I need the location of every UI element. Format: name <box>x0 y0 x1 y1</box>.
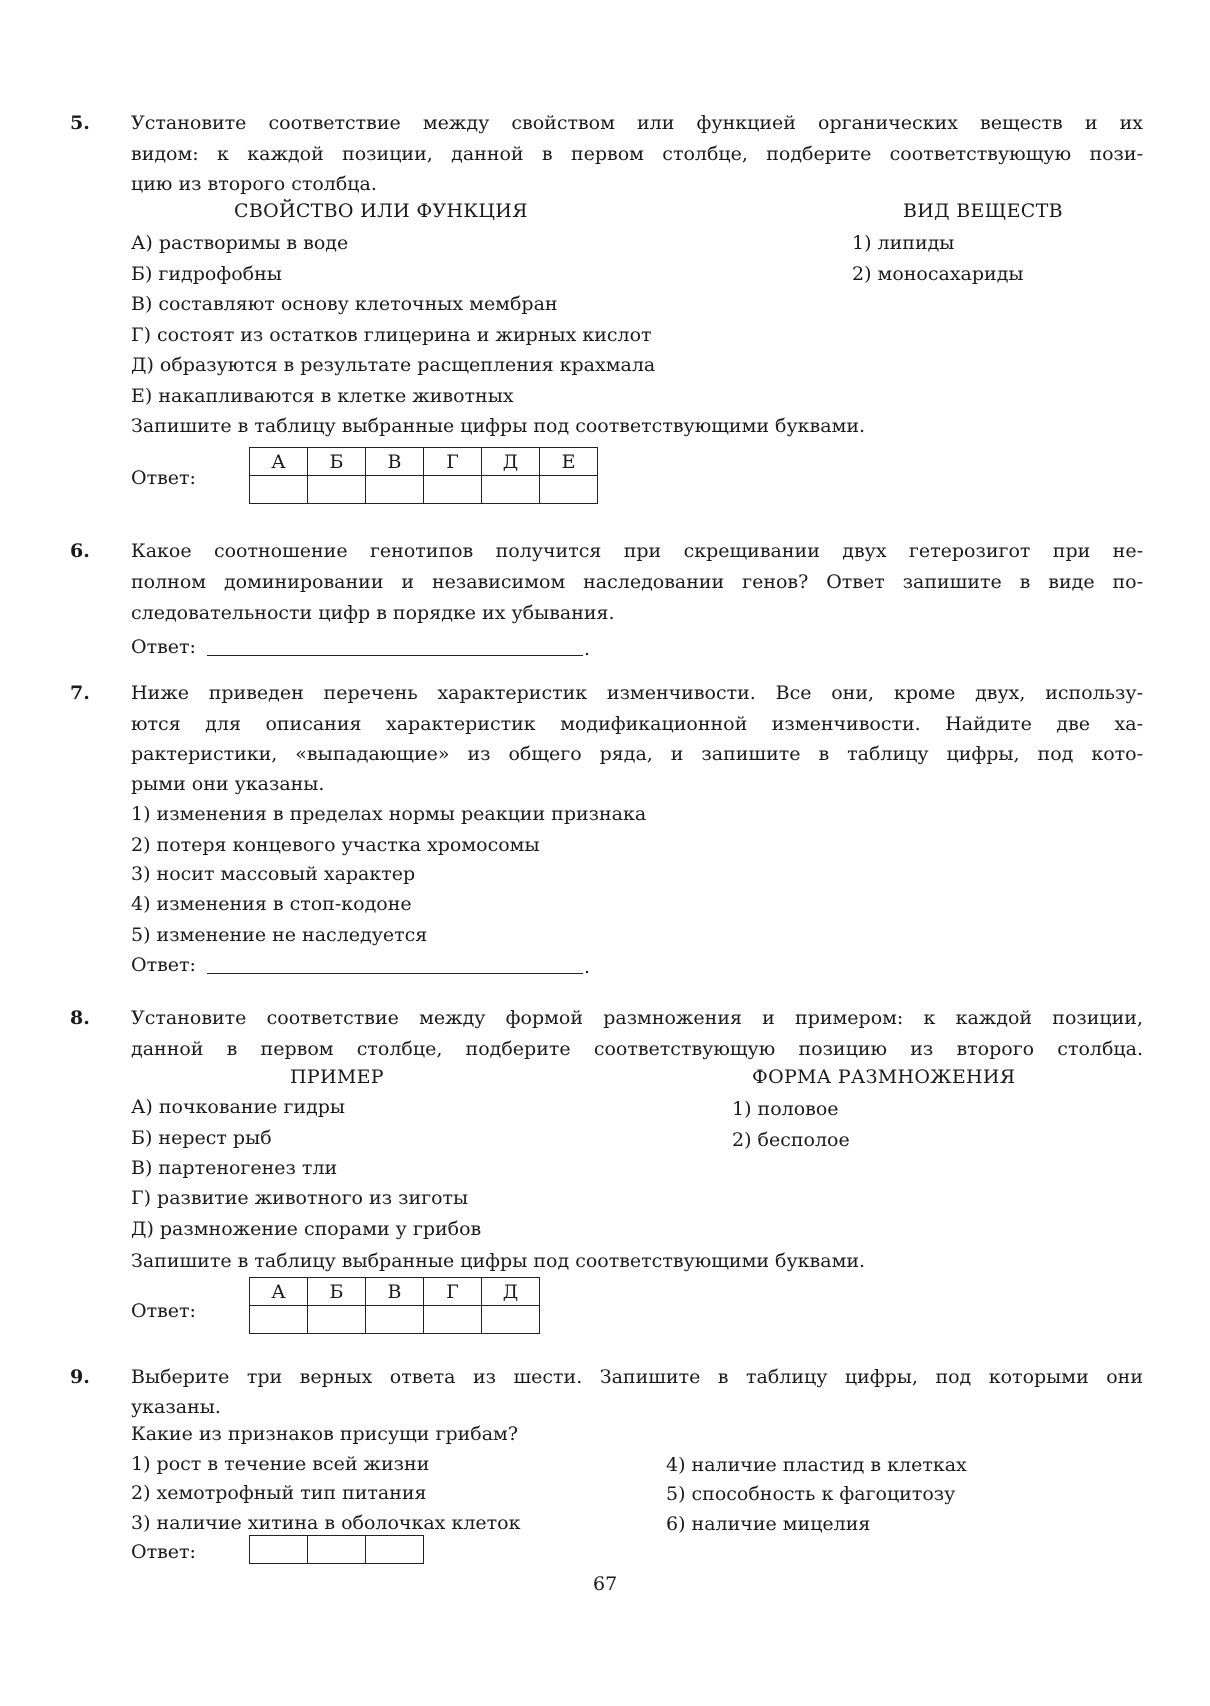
answer-cell[interactable] <box>366 1306 424 1334</box>
choice-item: 2) моносахариды <box>852 263 1024 285</box>
option-item: 1) изменения в пределах нормы реакции признака <box>131 803 647 825</box>
table-header: Б <box>308 448 366 476</box>
choice-item: 1) липиды <box>852 232 955 254</box>
option-item: В) составляют основу клеточных мембран <box>131 293 558 315</box>
question-text-line: Выберите три верных ответа из шести. Запишите в таблицу цифры, под которыми они <box>131 1366 1143 1388</box>
column-header-property: СВОЙСТВО ИЛИ ФУНКЦИЯ <box>234 200 528 222</box>
answer-cell[interactable] <box>250 1536 308 1564</box>
question-text-line: рактеристики, «выпадающие» из общего ряда, и запишите в таблицу цифры, под кото- <box>131 743 1143 765</box>
option-item: Г) развитие животного из зиготы <box>131 1187 469 1209</box>
table-header: А <box>250 448 308 476</box>
answer-cell[interactable] <box>424 476 482 504</box>
answer-label: Ответ: <box>131 1541 196 1563</box>
question-text-line: видом: к каждой позиции, данной в первом столбце, подберите соответствующую пози- <box>131 143 1143 165</box>
answer-period: . <box>584 638 591 660</box>
table-header: В <box>366 448 424 476</box>
table-header: Д <box>482 448 540 476</box>
table-header: А <box>250 1278 308 1306</box>
answer-cell[interactable] <box>308 476 366 504</box>
question-text-line: полном доминировании и независимом наследовании генов? Ответ запишите в виде по- <box>131 571 1143 593</box>
question-text-line: Ниже приведен перечень характеристик изменчивости. Все они, кроме двух, использу- <box>131 682 1143 704</box>
answer-cell[interactable] <box>250 1306 308 1334</box>
instruction: Запишите в таблицу выбранные цифры под соответствующими буквами. <box>131 415 866 437</box>
answer-label: Ответ: <box>131 467 196 489</box>
answer-cell[interactable] <box>540 476 598 504</box>
question-number: 8. <box>70 1007 90 1029</box>
table-header: Б <box>308 1278 366 1306</box>
question-text-line: указаны. <box>131 1396 221 1418</box>
question-text-line: следовательности цифр в порядке их убывания. <box>131 602 615 624</box>
answer-cell[interactable] <box>308 1306 366 1334</box>
answer-table <box>249 447 598 504</box>
choice-item: 2) бесполое <box>732 1129 850 1151</box>
column-header-example: ПРИМЕР <box>290 1066 384 1088</box>
answer-cell[interactable] <box>250 476 308 504</box>
question-number: 6. <box>70 540 90 562</box>
answer-boxes <box>249 1535 424 1564</box>
answer-label: Ответ: <box>131 636 196 658</box>
question-text-line: Установите соответствие между формой размножения и примером: к каждой позиции, <box>131 1007 1143 1029</box>
option-item: 4) наличие пластид в клетках <box>666 1454 967 1476</box>
option-item: 2) потеря концевого участка хромосомы <box>131 834 540 856</box>
answer-cell[interactable] <box>366 476 424 504</box>
answer-line[interactable] <box>207 973 583 974</box>
page-number: 67 <box>593 1573 618 1595</box>
answer-cell[interactable] <box>424 1306 482 1334</box>
answer-line[interactable] <box>207 655 583 656</box>
answer-label: Ответ: <box>131 954 196 976</box>
option-item: 4) изменения в стоп-кодоне <box>131 893 412 915</box>
option-item: 2) хемотрофный тип питания <box>131 1482 427 1504</box>
instruction: Запишите в таблицу выбранные цифры под соответствующими буквами. <box>131 1250 866 1272</box>
answer-cell[interactable] <box>482 1306 540 1334</box>
question-number: 7. <box>70 682 90 704</box>
table-header: В <box>366 1278 424 1306</box>
option-item: 5) изменение не наследуется <box>131 924 428 946</box>
answer-table <box>249 1277 540 1334</box>
column-header-type: ВИД ВЕЩЕСТВ <box>903 200 1063 222</box>
option-item: В) партеногенез тли <box>131 1157 338 1179</box>
question-text-line: цию из второго столбца. <box>131 173 377 195</box>
option-item: Б) нерест рыб <box>131 1127 272 1149</box>
option-item: Е) накапливаются в клетке животных <box>131 385 514 407</box>
choice-item: 1) половое <box>732 1098 839 1120</box>
option-item: Д) размножение спорами у грибов <box>131 1218 482 1240</box>
option-item: Г) состоят из остатков глицерина и жирных кислот <box>131 324 652 346</box>
column-header-form: ФОРМА РАЗМНОЖЕНИЯ <box>752 1066 1016 1088</box>
question-text-line: рыми они указаны. <box>131 773 325 795</box>
option-item: Д) образуются в результате расщепления крахмала <box>131 354 656 376</box>
answer-cell[interactable] <box>482 476 540 504</box>
option-item: 1) рост в течение всей жизни <box>131 1453 430 1475</box>
answer-label: Ответ: <box>131 1300 196 1322</box>
table-header: Е <box>540 448 598 476</box>
question-text-line: Какое соотношение генотипов получится при скрещивании двух гетерозигот при не- <box>131 540 1143 562</box>
option-item: Б) гидрофобны <box>131 263 282 285</box>
option-item: 6) наличие мицелия <box>666 1513 871 1535</box>
answer-cell[interactable] <box>308 1536 366 1564</box>
question-number: 9. <box>70 1366 90 1388</box>
option-item: 3) носит массовый характер <box>131 863 416 885</box>
answer-cell[interactable] <box>366 1536 424 1564</box>
option-item: 3) наличие хитина в оболочках клеток <box>131 1512 521 1534</box>
option-item: 5) способность к фагоцитозу <box>666 1483 956 1505</box>
answer-period: . <box>584 956 591 978</box>
question-text-line: ются для описания характеристик модификационной изменчивости. Найдите две ха- <box>131 713 1143 735</box>
question-text-line: данной в первом столбце, подберите соответствующую позицию из второго столбца. <box>131 1038 1143 1060</box>
table-header: Г <box>424 448 482 476</box>
option-item: А) растворимы в воде <box>131 232 349 254</box>
question-number: 5. <box>70 112 90 134</box>
table-header: Д <box>482 1278 540 1306</box>
question-text-line: Установите соответствие между свойством или функцией органических веществ и их <box>131 112 1143 134</box>
option-item: А) почкование гидры <box>131 1096 346 1118</box>
table-header: Г <box>424 1278 482 1306</box>
question-prompt: Какие из признаков присущи грибам? <box>131 1423 519 1445</box>
